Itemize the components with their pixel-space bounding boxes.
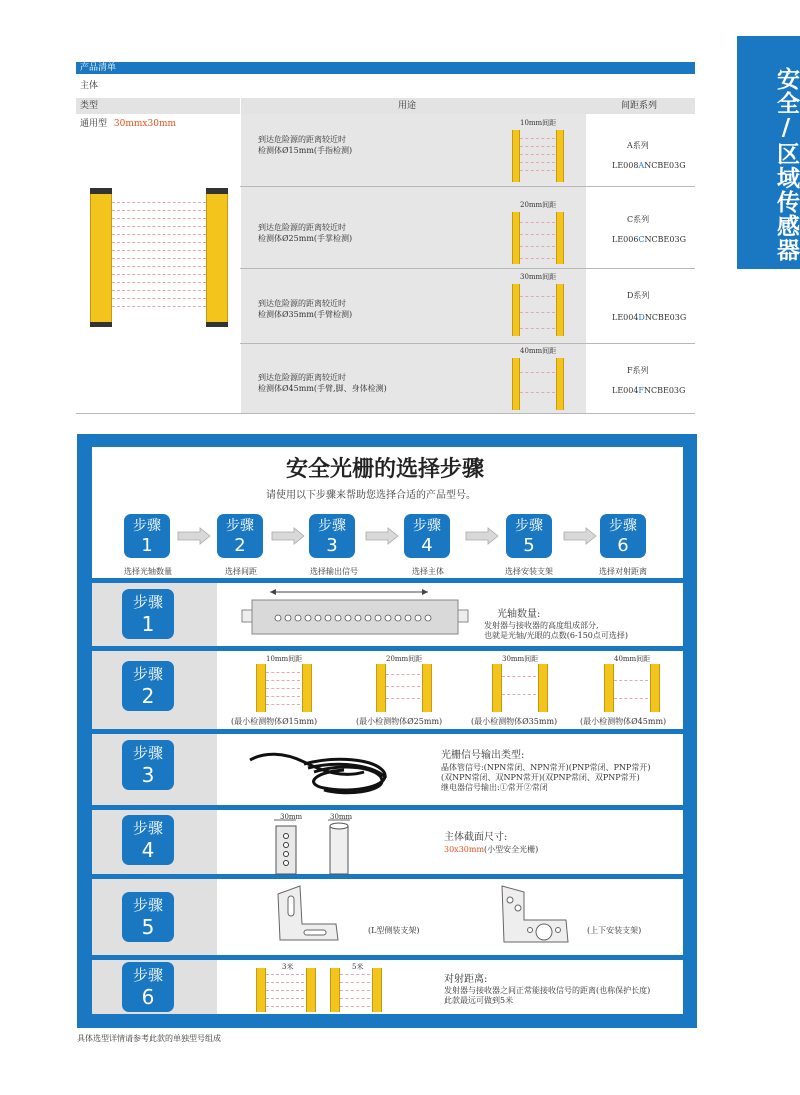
step-word: 步骤 — [609, 518, 637, 534]
series-a: A系列 — [627, 141, 649, 150]
step-5-label: 选择安装支架 — [505, 567, 553, 576]
pitch-f-label: 40mm间距 — [520, 347, 557, 355]
guide-title: 安全光栅的选择步骤 — [285, 457, 484, 482]
series-f: F系列 — [627, 366, 649, 375]
table-bottom-line — [76, 413, 695, 414]
row-a-line1: 到达危险源的距离较近时 — [258, 135, 346, 144]
arrow-icon — [178, 528, 210, 544]
step-word: 步骤 — [515, 518, 543, 534]
table-header — [76, 98, 695, 114]
step-word: 步骤 — [132, 665, 163, 683]
step-6-tile — [122, 962, 174, 1012]
pitch-a-label: 10mm间距 — [520, 119, 557, 127]
model-c — [612, 234, 686, 245]
step-1-tile — [122, 589, 174, 639]
step-4-tile — [122, 815, 174, 865]
model-d — [612, 312, 686, 323]
pitch-label: 10mm间距 — [266, 655, 303, 663]
row-d-line1: 到达危险源的距离较近时 — [258, 299, 346, 308]
step-word: 步骤 — [132, 819, 163, 837]
step-word: 步骤 — [132, 896, 163, 914]
model-d-pre: LE004 — [612, 313, 639, 322]
step-word: 步骤 — [132, 593, 163, 611]
step-word: 步骤 — [413, 518, 441, 534]
l-bracket-image — [268, 884, 344, 946]
row1-line2: 也就是光轴/光眼的点数(6-150点可选择) — [484, 631, 628, 640]
header-type: 类型 — [80, 101, 99, 111]
row-a-line2: 检测体Ø15mm(手指检测) — [258, 146, 353, 155]
model-c-letter: C — [638, 235, 645, 244]
step-word: 步骤 — [132, 744, 163, 762]
step-6-label: 选择对射距离 — [599, 567, 647, 576]
row-divider — [240, 186, 695, 187]
model-f-post: NCBE03G — [643, 386, 686, 395]
pitch-10mm-image — [254, 654, 314, 714]
pitch-c-label: 20mm间距 — [520, 201, 557, 209]
row-f-line2: 检测体Ø45mm(手臂,脚、身体检测) — [258, 384, 387, 393]
step-3-label: 选择输出信号 — [310, 567, 358, 576]
row1-line1: 发射器与接收器的高度组成部分, — [484, 621, 599, 630]
step-word: 步骤 — [132, 966, 163, 984]
pitch-d-label: 30mm间距 — [520, 273, 557, 281]
model-a-post: NCBE03G — [644, 161, 686, 170]
step-num: 1 — [141, 535, 153, 556]
cable-image — [244, 742, 394, 802]
product-list-bar — [76, 62, 695, 74]
distance-5m: 5米 — [352, 963, 364, 971]
header-series: 间距系列 — [621, 101, 658, 111]
row-divider — [240, 343, 695, 344]
beam-axis-image — [240, 586, 470, 642]
step-5-tile — [122, 892, 174, 942]
step-word: 步骤 — [226, 518, 254, 534]
series-d: D系列 — [627, 291, 650, 300]
type-text — [80, 118, 176, 130]
row6-title: 对射距离: — [444, 974, 488, 985]
step-2-tile — [122, 661, 174, 711]
step-3-tile — [122, 740, 174, 790]
product-list-title: 产品清单 — [80, 63, 117, 73]
pitch-f-image — [510, 346, 566, 412]
pitch-30mm-caption: (最小检测物体Ø35mm) — [471, 717, 558, 726]
step-word: 步骤 — [133, 518, 161, 534]
step-num: 2 — [141, 684, 155, 708]
step-num: 6 — [141, 985, 155, 1009]
type-label: 通用型 — [80, 119, 108, 129]
pitch-label: 40mm间距 — [614, 655, 651, 663]
step-4-label: 选择主体 — [412, 567, 444, 576]
l-bracket-caption: (L型侧装支架) — [368, 926, 420, 935]
pitch-10mm-caption: (最小检测物体Ø15mm) — [231, 717, 318, 726]
step-1-label: 选择光轴数量 — [124, 567, 172, 576]
type-size: 30mmx30mm — [113, 119, 177, 129]
step-1-box — [124, 514, 170, 558]
step-num: 4 — [141, 838, 155, 862]
model-d-letter: D — [638, 313, 645, 322]
step-num: 4 — [421, 535, 433, 556]
row3-line1: 晶体管信号:(NPN常闭、NPN常开)(PNP常闭、PNP常开) — [441, 763, 651, 772]
step-word: 步骤 — [318, 518, 346, 534]
updown-bracket-caption: (上下安装支架) — [587, 926, 642, 935]
pitch-30mm-image — [490, 654, 550, 714]
step-num: 5 — [141, 915, 155, 939]
pitch-40mm-caption: (最小检测物体Ø45mm) — [580, 717, 667, 726]
row1-title: 光轴数量: — [497, 609, 541, 620]
model-c-post: NCBE03G — [644, 235, 686, 244]
distance-image — [254, 962, 384, 1014]
model-a-pre: LE008 — [612, 161, 639, 170]
step-arrows — [176, 526, 616, 546]
divider — [240, 98, 241, 413]
model-f — [612, 385, 685, 396]
pitch-label: 30mm间距 — [502, 655, 539, 663]
step-num: 3 — [326, 535, 338, 556]
step-2-label: 选择间距 — [225, 567, 257, 576]
step-num: 2 — [234, 535, 246, 556]
row3-line2: (双NPN常闭、双NPN常开)(双PNP常闭、双PNP常开) — [441, 773, 640, 782]
row-c-line1: 到达危险源的距离较近时 — [258, 223, 346, 232]
arrow-icon — [272, 528, 304, 544]
model-a — [612, 160, 686, 171]
model-c-pre: LE006 — [612, 235, 639, 244]
row4-title: 主体截面尺寸: — [444, 832, 508, 843]
step-num: 5 — [523, 535, 535, 556]
arrow-icon — [466, 528, 498, 544]
series-c: C系列 — [627, 215, 650, 224]
light-curtain-image — [86, 188, 234, 328]
model-f-letter: F — [638, 386, 644, 395]
row4-size-line — [444, 844, 538, 855]
row4-size: 30x30mm — [444, 845, 485, 854]
pitch-label: 20mm间距 — [386, 655, 423, 663]
dim-2: 30mm — [330, 813, 353, 821]
model-f-pre: LE004 — [612, 386, 639, 395]
pitch-20mm-caption: (最小检测物体Ø25mm) — [356, 717, 443, 726]
row6-line2: 此款最远可做到5米 — [444, 996, 514, 1005]
row3-line3: 继电器信号输出:①常开②常闭 — [441, 783, 548, 792]
pitch-d-image — [510, 272, 566, 338]
pitch-40mm-image — [602, 654, 662, 714]
main-body-label: 主体 — [80, 81, 99, 91]
arrow-icon — [564, 528, 596, 544]
arrow-icon — [366, 528, 398, 544]
step-num: 1 — [141, 612, 155, 636]
pitch-a-image — [510, 118, 566, 184]
category-sidebar — [737, 36, 800, 269]
row4-size-note: (小型安全光栅) — [484, 845, 539, 854]
row6-line1: 发射器与接收器之间正常能接收信号的距离(也称保护长度) — [444, 986, 651, 995]
model-a-letter: A — [638, 161, 645, 170]
dim-1: 30mm — [280, 813, 303, 821]
category-title: 安全/区域传感器 — [773, 66, 799, 262]
row-divider — [240, 268, 695, 269]
pitch-c-image — [510, 200, 566, 266]
row-c-line2: 检测体Ø25mm(手掌检测) — [258, 234, 353, 243]
model-d-post: NCBE03G — [644, 313, 687, 322]
row3-title: 光栅信号输出类型: — [441, 750, 525, 761]
updown-bracket-image — [494, 882, 574, 948]
pitch-20mm-image — [374, 654, 434, 714]
guide-subtitle: 请使用以下步骤来帮助您选择合适的产品型号。 — [266, 490, 476, 501]
step-num: 3 — [141, 763, 155, 787]
cross-section-image — [266, 818, 366, 876]
header-use: 用途 — [398, 101, 417, 111]
row-d-line2: 检测体Ø35mm(手臂检测) — [258, 310, 353, 319]
distance-3m: 3米 — [282, 963, 294, 971]
row-f-line1: 到达危险源的距离较近时 — [258, 373, 346, 382]
footer-note: 具体选型详情请参考此款的单独型号组成 — [77, 1034, 221, 1043]
step-num: 6 — [617, 535, 629, 556]
